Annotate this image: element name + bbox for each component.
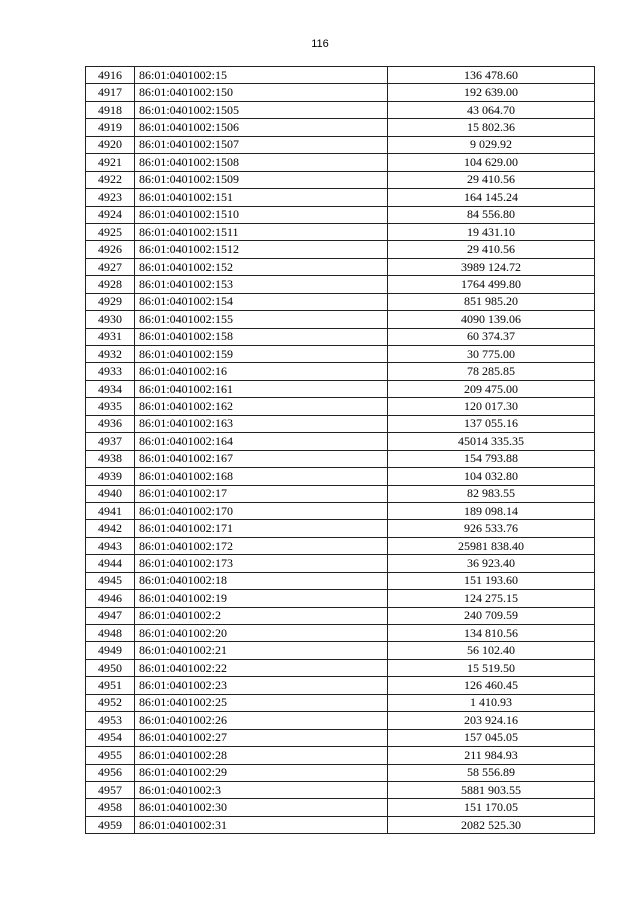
cadastral-value-cell: 851 985.20 xyxy=(388,293,595,310)
cadastral-value-cell: 120 017.30 xyxy=(388,398,595,415)
cadastral-value-cell: 124 275.15 xyxy=(388,590,595,607)
table-row xyxy=(86,363,595,380)
cadastral-value-cell: 926 533.76 xyxy=(388,520,595,537)
cadastral-number-cell: 86:01:0401002:1510 xyxy=(135,206,388,223)
row-number-cell: 4948 xyxy=(86,625,135,642)
table-row xyxy=(86,694,595,711)
row-number-cell: 4932 xyxy=(86,346,135,363)
cadastral-number-cell: 86:01:0401002:162 xyxy=(135,398,388,415)
table-row xyxy=(86,677,595,694)
row-number-cell: 4939 xyxy=(86,468,135,485)
cadastral-number-cell: 86:01:0401002:20 xyxy=(135,625,388,642)
cadastral-value-cell: 84 556.80 xyxy=(388,206,595,223)
cadastral-number-cell: 86:01:0401002:1511 xyxy=(135,223,388,240)
cadastral-value-cell: 45014 335.35 xyxy=(388,433,595,450)
table-body xyxy=(86,67,595,834)
row-number-cell: 4944 xyxy=(86,555,135,572)
cadastral-value-cell: 137 055.16 xyxy=(388,415,595,432)
row-number-cell: 4930 xyxy=(86,311,135,328)
cadastral-value-cell: 29 410.56 xyxy=(388,171,595,188)
row-number-cell: 4934 xyxy=(86,380,135,397)
cadastral-value-cell: 4090 139.06 xyxy=(388,311,595,328)
table-row xyxy=(86,502,595,519)
row-number-cell: 4920 xyxy=(86,136,135,153)
row-number-cell: 4937 xyxy=(86,433,135,450)
row-number-cell: 4938 xyxy=(86,450,135,467)
table-row xyxy=(86,764,595,781)
table-row xyxy=(86,346,595,363)
table-row xyxy=(86,781,595,798)
table-row xyxy=(86,450,595,467)
cadastral-value-cell: 15 519.50 xyxy=(388,659,595,676)
cadastral-number-cell: 86:01:0401002:19 xyxy=(135,590,388,607)
table-row xyxy=(86,154,595,171)
cadastral-value-cell: 15 802.36 xyxy=(388,119,595,136)
cadastral-value-cell: 2082 525.30 xyxy=(388,816,595,833)
row-number-cell: 4936 xyxy=(86,415,135,432)
table-row xyxy=(86,555,595,572)
cadastral-value-cell: 211 984.93 xyxy=(388,747,595,764)
table-row xyxy=(86,311,595,328)
table-row xyxy=(86,520,595,537)
cadastral-number-cell: 86:01:0401002:30 xyxy=(135,799,388,816)
table-row xyxy=(86,415,595,432)
cadastral-value-cell: 58 556.89 xyxy=(388,764,595,781)
row-number-cell: 4959 xyxy=(86,816,135,833)
cadastral-number-cell: 86:01:0401002:161 xyxy=(135,380,388,397)
row-number-cell: 4942 xyxy=(86,520,135,537)
table-row xyxy=(86,328,595,345)
cadastral-number-cell: 86:01:0401002:152 xyxy=(135,258,388,275)
table-row xyxy=(86,816,595,833)
row-number-cell: 4950 xyxy=(86,659,135,676)
cadastral-number-cell: 86:01:0401002:153 xyxy=(135,276,388,293)
cadastral-number-cell: 86:01:0401002:168 xyxy=(135,468,388,485)
cadastral-value-cell: 56 102.40 xyxy=(388,642,595,659)
table-row xyxy=(86,799,595,816)
cadastral-value-cell: 164 145.24 xyxy=(388,189,595,206)
cadastral-value-cell: 30 775.00 xyxy=(388,346,595,363)
cadastral-number-cell: 86:01:0401002:151 xyxy=(135,189,388,206)
cadastral-number-cell: 86:01:0401002:155 xyxy=(135,311,388,328)
table-row xyxy=(86,136,595,153)
cadastral-value-cell: 189 098.14 xyxy=(388,502,595,519)
table-row xyxy=(86,171,595,188)
cadastral-value-cell: 154 793.88 xyxy=(388,450,595,467)
row-number-cell: 4954 xyxy=(86,729,135,746)
row-number-cell: 4919 xyxy=(86,119,135,136)
cadastral-value-cell: 5881 903.55 xyxy=(388,781,595,798)
row-number-cell: 4929 xyxy=(86,293,135,310)
table-row xyxy=(86,241,595,258)
cadastral-value-table xyxy=(85,66,595,834)
table-row xyxy=(86,433,595,450)
cadastral-value-cell: 104 032.80 xyxy=(388,468,595,485)
table-row xyxy=(86,625,595,642)
row-number-cell: 4955 xyxy=(86,747,135,764)
cadastral-value-cell: 43 064.70 xyxy=(388,101,595,118)
row-number-cell: 4952 xyxy=(86,694,135,711)
row-number-cell: 4925 xyxy=(86,223,135,240)
cadastral-number-cell: 86:01:0401002:170 xyxy=(135,502,388,519)
row-number-cell: 4941 xyxy=(86,502,135,519)
table-row xyxy=(86,276,595,293)
cadastral-value-cell: 3989 124.72 xyxy=(388,258,595,275)
cadastral-number-cell: 86:01:0401002:159 xyxy=(135,346,388,363)
cadastral-value-cell: 209 475.00 xyxy=(388,380,595,397)
cadastral-value-cell: 82 983.55 xyxy=(388,485,595,502)
cadastral-number-cell: 86:01:0401002:2 xyxy=(135,607,388,624)
row-number-cell: 4928 xyxy=(86,276,135,293)
cadastral-number-cell: 86:01:0401002:163 xyxy=(135,415,388,432)
table-row xyxy=(86,398,595,415)
cadastral-value-cell: 36 923.40 xyxy=(388,555,595,572)
cadastral-value-cell: 151 193.60 xyxy=(388,572,595,589)
row-number-cell: 4949 xyxy=(86,642,135,659)
row-number-cell: 4916 xyxy=(86,67,135,84)
cadastral-number-cell: 86:01:0401002:18 xyxy=(135,572,388,589)
table-row xyxy=(86,729,595,746)
table-row xyxy=(86,101,595,118)
cadastral-number-cell: 86:01:0401002:23 xyxy=(135,677,388,694)
cadastral-number-cell: 86:01:0401002:25 xyxy=(135,694,388,711)
table-row xyxy=(86,119,595,136)
table-row xyxy=(86,607,595,624)
cadastral-number-cell: 86:01:0401002:3 xyxy=(135,781,388,798)
row-number-cell: 4957 xyxy=(86,781,135,798)
row-number-cell: 4956 xyxy=(86,764,135,781)
table-row xyxy=(86,223,595,240)
table-row xyxy=(86,590,595,607)
row-number-cell: 4940 xyxy=(86,485,135,502)
table-row xyxy=(86,84,595,101)
cadastral-value-cell: 78 285.85 xyxy=(388,363,595,380)
cadastral-number-cell: 86:01:0401002:1506 xyxy=(135,119,388,136)
cadastral-value-cell: 203 924.16 xyxy=(388,712,595,729)
table-row xyxy=(86,537,595,554)
cadastral-value-cell: 29 410.56 xyxy=(388,241,595,258)
cadastral-number-cell: 86:01:0401002:16 xyxy=(135,363,388,380)
cadastral-value-cell: 104 629.00 xyxy=(388,154,595,171)
cadastral-number-cell: 86:01:0401002:164 xyxy=(135,433,388,450)
row-number-cell: 4921 xyxy=(86,154,135,171)
cadastral-number-cell: 86:01:0401002:154 xyxy=(135,293,388,310)
row-number-cell: 4946 xyxy=(86,590,135,607)
cadastral-value-cell: 1764 499.80 xyxy=(388,276,595,293)
cadastral-number-cell: 86:01:0401002:21 xyxy=(135,642,388,659)
cadastral-value-cell: 60 374.37 xyxy=(388,328,595,345)
row-number-cell: 4918 xyxy=(86,101,135,118)
cadastral-number-cell: 86:01:0401002:171 xyxy=(135,520,388,537)
cadastral-number-cell: 86:01:0401002:167 xyxy=(135,450,388,467)
cadastral-number-cell: 86:01:0401002:173 xyxy=(135,555,388,572)
cadastral-number-cell: 86:01:0401002:27 xyxy=(135,729,388,746)
row-number-cell: 4935 xyxy=(86,398,135,415)
cadastral-value-cell: 19 431.10 xyxy=(388,223,595,240)
cadastral-value-cell: 134 810.56 xyxy=(388,625,595,642)
row-number-cell: 4924 xyxy=(86,206,135,223)
row-number-cell: 4922 xyxy=(86,171,135,188)
table-row xyxy=(86,189,595,206)
cadastral-value-cell: 126 460.45 xyxy=(388,677,595,694)
cadastral-number-cell: 86:01:0401002:17 xyxy=(135,485,388,502)
cadastral-value-cell: 9 029.92 xyxy=(388,136,595,153)
table-row xyxy=(86,659,595,676)
table-row xyxy=(86,572,595,589)
table-row xyxy=(86,485,595,502)
row-number-cell: 4945 xyxy=(86,572,135,589)
cadastral-number-cell: 86:01:0401002:1505 xyxy=(135,101,388,118)
table-row xyxy=(86,747,595,764)
row-number-cell: 4923 xyxy=(86,189,135,206)
table-row xyxy=(86,206,595,223)
cadastral-number-cell: 86:01:0401002:1507 xyxy=(135,136,388,153)
cadastral-value-cell: 157 045.05 xyxy=(388,729,595,746)
cadastral-number-cell: 86:01:0401002:1509 xyxy=(135,171,388,188)
cadastral-number-cell: 86:01:0401002:150 xyxy=(135,84,388,101)
cadastral-number-cell: 86:01:0401002:29 xyxy=(135,764,388,781)
cadastral-value-cell: 1 410.93 xyxy=(388,694,595,711)
table-row xyxy=(86,258,595,275)
table-row xyxy=(86,293,595,310)
row-number-cell: 4931 xyxy=(86,328,135,345)
row-number-cell: 4927 xyxy=(86,258,135,275)
cadastral-number-cell: 86:01:0401002:15 xyxy=(135,67,388,84)
row-number-cell: 4933 xyxy=(86,363,135,380)
table-row xyxy=(86,468,595,485)
cadastral-number-cell: 86:01:0401002:22 xyxy=(135,659,388,676)
table-row xyxy=(86,380,595,397)
row-number-cell: 4947 xyxy=(86,607,135,624)
page-number: 116 xyxy=(311,38,329,50)
row-number-cell: 4953 xyxy=(86,712,135,729)
cadastral-number-cell: 86:01:0401002:1508 xyxy=(135,154,388,171)
cadastral-number-cell: 86:01:0401002:28 xyxy=(135,747,388,764)
cadastral-number-cell: 86:01:0401002:26 xyxy=(135,712,388,729)
cadastral-value-cell: 136 478.60 xyxy=(388,67,595,84)
table-row xyxy=(86,642,595,659)
table-row xyxy=(86,712,595,729)
cadastral-number-cell: 86:01:0401002:31 xyxy=(135,816,388,833)
row-number-cell: 4917 xyxy=(86,84,135,101)
cadastral-value-cell: 192 639.00 xyxy=(388,84,595,101)
cadastral-value-cell: 151 170.05 xyxy=(388,799,595,816)
row-number-cell: 4958 xyxy=(86,799,135,816)
cadastral-number-cell: 86:01:0401002:158 xyxy=(135,328,388,345)
row-number-cell: 4943 xyxy=(86,537,135,554)
cadastral-number-cell: 86:01:0401002:172 xyxy=(135,537,388,554)
row-number-cell: 4926 xyxy=(86,241,135,258)
table-row xyxy=(86,67,595,84)
cadastral-value-cell: 240 709.59 xyxy=(388,607,595,624)
row-number-cell: 4951 xyxy=(86,677,135,694)
cadastral-number-cell: 86:01:0401002:1512 xyxy=(135,241,388,258)
cadastral-value-cell: 25981 838.40 xyxy=(388,537,595,554)
